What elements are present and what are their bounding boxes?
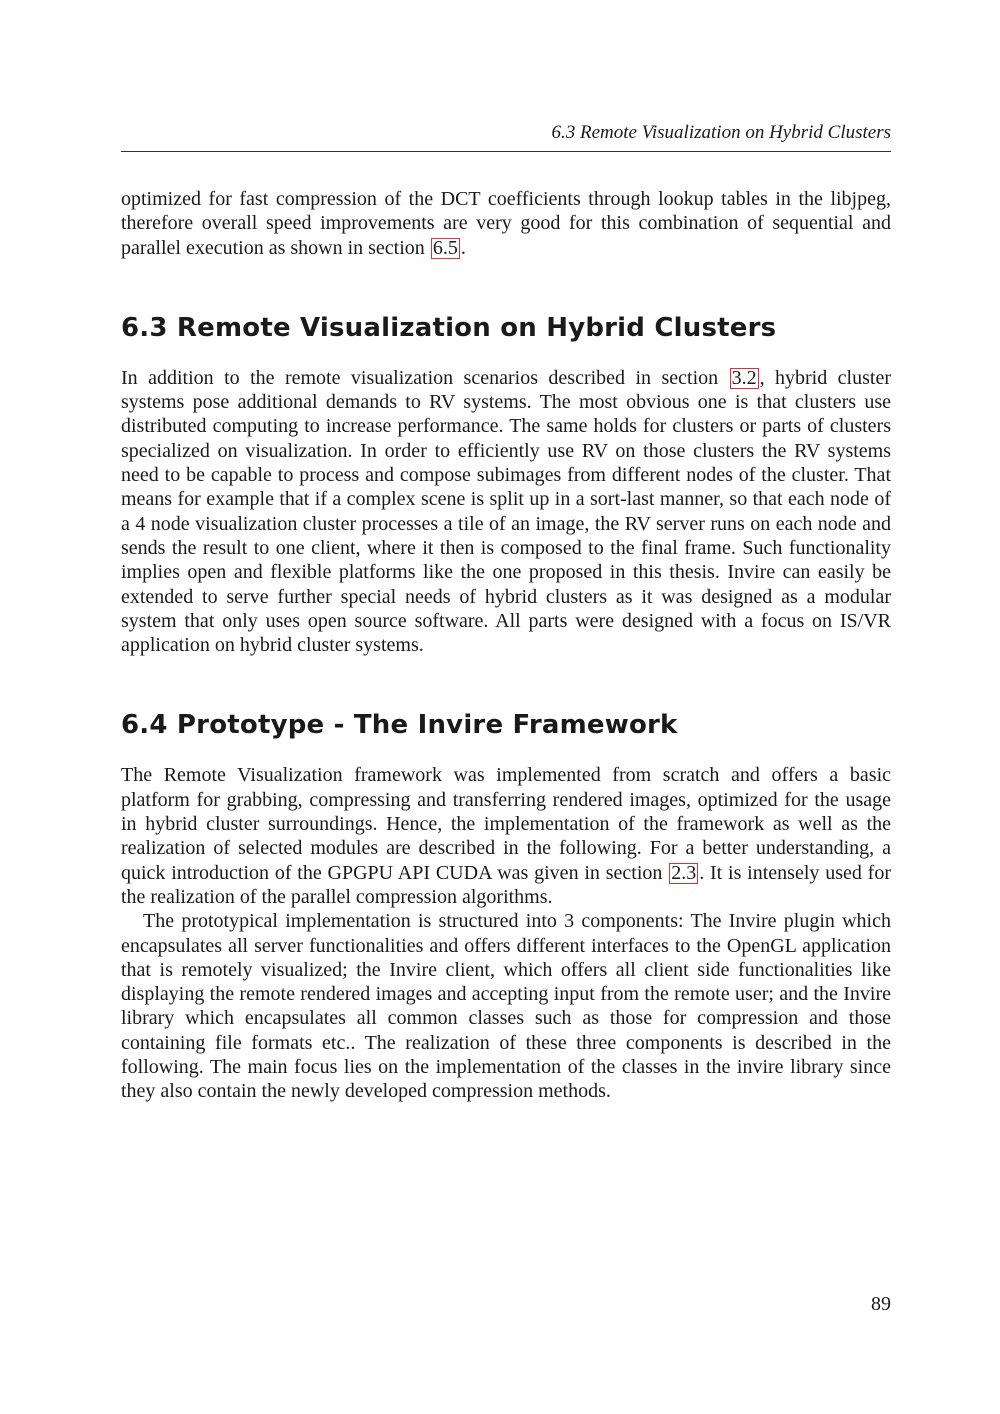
section-heading-6-3: 6.3 Remote Visualization on Hybrid Clusters (121, 312, 777, 343)
intro-paragraph (121, 187, 891, 260)
paragraph-text: The Remote Visualization framework was implemented from scratch and offers a basic platform for grabbing, compressing and transferring rendered images, optimized for the usage in hybrid cluster surroundings. Hence, the implementation of the framework as well as the realization of selected modules are described in the following. For a better understanding, a quick introduction of the GPGPU API CUDA was given in section (121, 764, 891, 884)
section-6-4-paragraph-2: The prototypical implementation is structured into 3 components: The Invire plugin which encapsulates all server functionalities and offers different interfaces to the OpenGL application that is remotely visualized; the Invire client, which offers all client side functionalities like displaying the remote rendered images and accepting input from the remote user; and the Invire library which encapsulates all common classes such as those for compression and those containing file formats etc.. The realization of these three components is described in the following. The main focus lies on the implementation of the classes in the invire library since they also contain the newly developed compression methods. (121, 910, 891, 1103)
running-header-title: 6.3 Remote Visualization on Hybrid Clusters (551, 122, 891, 143)
section-heading-6-4: 6.4 Prototype - The Invire Framework (121, 710, 678, 741)
paragraph-text: In addition to the remote visualization scenarios described in section (121, 366, 729, 389)
section-6-3-paragraph (121, 366, 891, 658)
page-number: 89 (871, 1293, 891, 1315)
section-reference-link[interactable]: 6.5 (432, 236, 458, 259)
paragraph-text-end: , hybrid cluster systems pose additional demands to RV systems. The most obvious one is that clusters use distributed computing to increase performance. The same holds for clusters or parts of clusters specialized on visualization. In order to efficiently use RV on those clusters the RV systems need to be capable to process and compose subimages from different nodes of the cluster. That means for example that if a complex scene is split up in a sort-last manner, so that each node of a 4 node visualization cluster processes a tile of an image, the RV server runs on each node and sends the result to one client, where it then is composed to the final frame. Such functionality implies open and flexible platforms like the one proposed in this thesis. Invire can easily be extended to serve further special needs of hybrid clusters as it was designed as a modular system that only uses open source software. All parts were designed with a focus on IS/VR application on hybrid cluster systems. (121, 366, 891, 657)
section-reference-link[interactable]: 2.3 (671, 861, 697, 884)
section-6-4-paragraph-1 (121, 763, 891, 909)
intro-text-end: . (460, 236, 466, 259)
page (121, 0, 891, 1414)
intro-text: optimized for fast compression of the DCT coefficients through lookup tables in the libjpeg, therefore overall speed improvements are very good for this combination of sequential and parallel execution as shown in section (121, 188, 891, 259)
section-reference-link[interactable]: 3.2 (731, 366, 757, 389)
running-header (121, 121, 891, 152)
page-content (121, 187, 891, 1104)
paragraph-text-end: . It is intensely used for the realization of the parallel compression algorithms. (121, 861, 891, 908)
